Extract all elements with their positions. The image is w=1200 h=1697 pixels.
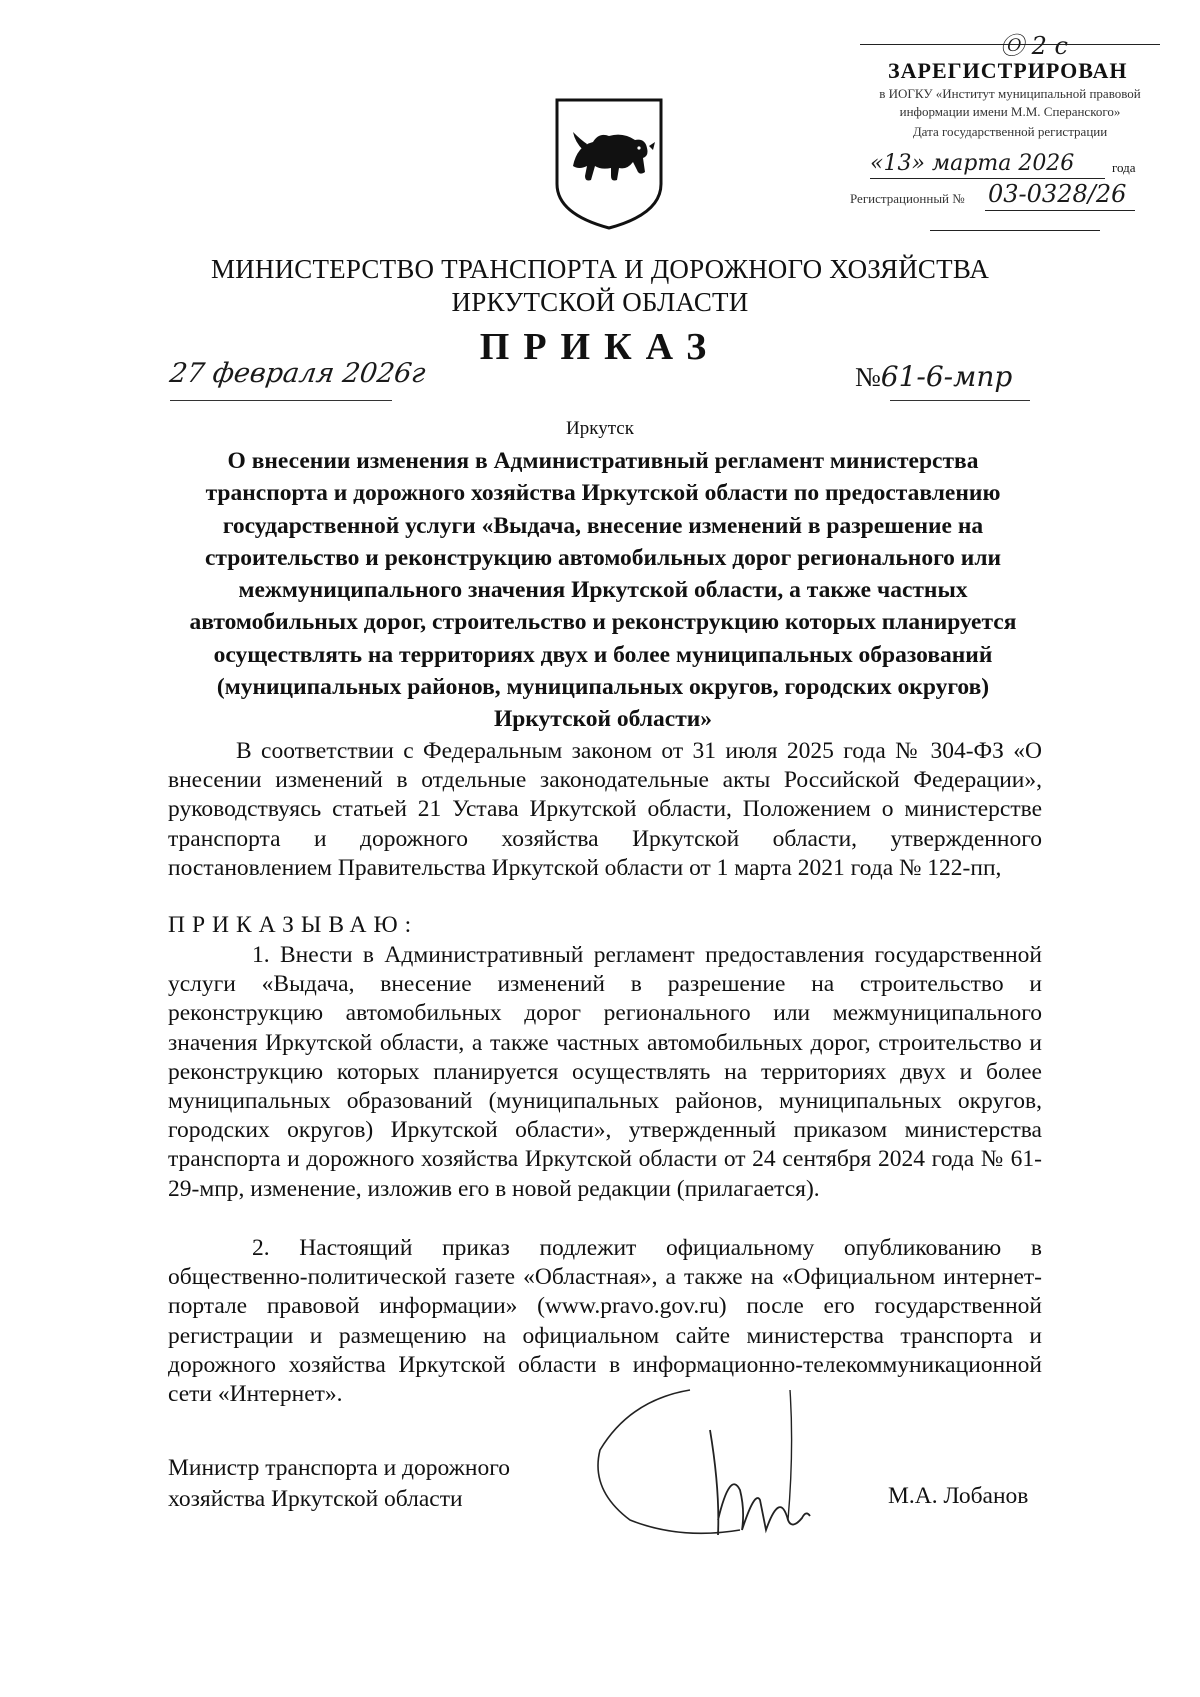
document-type-title: ПРИКАЗ xyxy=(479,326,721,368)
order-word: ПРИКАЗЫВАЮ: xyxy=(168,912,419,938)
stamp-date-underline xyxy=(870,178,1105,179)
stamp-reg-underline xyxy=(985,210,1135,211)
order-number-handwritten: 61-6-мпр xyxy=(880,360,1013,393)
stamp-line-1: в ИОГКУ «Институт муниципальной правовой xyxy=(879,86,1141,101)
stamp-date-suffix: года xyxy=(1112,160,1136,175)
stamp-reg-label: Регистрационный № xyxy=(850,191,965,206)
handwritten-signature xyxy=(570,1370,840,1550)
preamble-paragraph: В соответствии с Федеральным законом от 31 июля 2025 года № 304-ФЗ «О внесении изменений в отдельные законодательные акты Российской Федерации», руководствуясь статьей 21 Устава Иркутской области, Положением о министерстве транспорта и дорожного хозяйства Иркутской области, утвержденного постановлением Правительства Иркутской области от 1 марта 2021 года № 122-пп, xyxy=(168,738,1042,881)
order-number xyxy=(855,360,1012,393)
ministry-name-line2: ИРКУТСКОЙ ОБЛАСТИ xyxy=(451,287,749,317)
signatory-name: М.А. Лобанов xyxy=(888,1483,1029,1509)
stamp-line-2: информации имени М.М. Сперанского» xyxy=(899,104,1121,119)
order-date-underline xyxy=(170,400,392,401)
signatory-position-line2: хозяйства Иркутской области xyxy=(168,1486,463,1512)
stamp-bottom-line xyxy=(930,230,1100,231)
city-name: Иркутск xyxy=(566,418,634,439)
stamp-handwritten-mark: Ⓞ 2 с xyxy=(1000,32,1068,60)
order-item-2: 2. Настоящий приказ подлежит официальному опубликованию в общественно-политической газете «Областная», а также на «Официальном интернет-портале правовой информации» (www.pravo.gov.ru) после его государственной регистрации и размещению на официальном сайте министерства транспорта и дорожного хозяйства Иркутской области в информационно-телекоммуникационной сети «Интернет». xyxy=(168,1235,1042,1408)
registration-stamp xyxy=(840,28,1180,238)
order-number-underline xyxy=(890,400,1030,401)
order-date-handwritten: 27 февраля 2026г xyxy=(167,358,428,389)
stamp-line-3: Дата государственной регистрации xyxy=(912,124,1108,139)
order-subject: О внесении изменения в Административный регламент министерства транспорта и дорожного хозяйства Иркутской области по предоставлению государственной услуги «Выдача, внесение изменений в разрешение на строительство и реконструкцию автомобильных дорог регионального или межмуниципального значения Иркутской области, а также частных автомобильных дорог, строительство и реконструкцию которых планируется осуществлять на территориях двух и более муниципальных образований (муниципальных районов, муниципальных округов, городских округов) Иркутской области» xyxy=(189,448,1017,733)
order-item-1: 1. Внести в Административный регламент предоставления государственной услуги «Выдача, внесение изменений в разрешение на строительство и реконструкцию автомобильных дорог регионального или межмуниципального значения Иркутской области, а также частных автомобильных дорог, строительство и реконструкцию которых планируется осуществлять на территориях двух и более муниципальных образований (муниципальных районов, муниципальных округов, городских округов) Иркутской области», утвержденный приказом министерства транспорта и дорожного хозяйства Иркутской области от 24 сентября 2024 года № 61-29-мпр, изменение, изложив его в новой редакции (прилагается). xyxy=(168,942,1042,1202)
signatory-position xyxy=(168,1453,510,1515)
stamp-title: ЗАРЕГИСТРИРОВАН xyxy=(888,58,1128,83)
ministry-name-line1: МИНИСТЕРСТВО ТРАНСПОРТА И ДОРОЖНОГО ХОЗЯЙСТВА xyxy=(210,254,990,284)
stamp-registration-date: «13» марта 2026 xyxy=(870,151,1075,176)
order-number-prefix: № xyxy=(855,362,881,392)
signatory-position-line1: Министр транспорта и дорожного xyxy=(168,1455,511,1481)
stamp-reg-number: 03-0328/26 xyxy=(988,180,1127,208)
coat-of-arms-icon xyxy=(553,96,665,232)
